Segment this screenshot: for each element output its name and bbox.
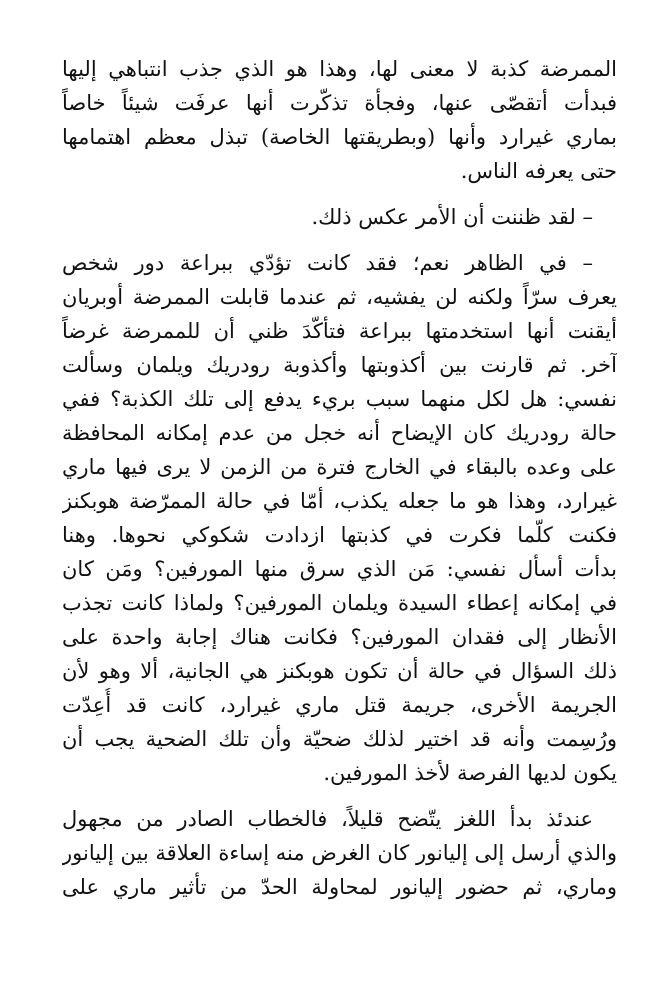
text-line: حالة رودريك كان الإيضاح أنه خجل من عدم إمكانه المحافظة — [62, 421, 617, 445]
text-line: أيقنت أنها استخدمتها ببراعة فتأكّدَ ظني أن للممرضة غرضاً — [62, 319, 617, 343]
paragraph-2 — [62, 200, 617, 234]
text-line: والذي أرسل إلى إليانور كان الغرض منه إساءة العلاقة بين إليانور — [62, 841, 617, 865]
text-line: ذلك السؤال في حالة أن تكون هوبكنز هي الجانية، ألا وهو لأن — [62, 659, 617, 683]
text-line: ورُسِمت وأنه قد اختير لذلك ضحيّة وأن تلك الضحية يجب أن — [62, 727, 617, 751]
text-line: يعرف سرّاً ولكنه لن يفشيه، ثم عندما قابلت الممرضة أوبريان — [62, 285, 617, 309]
text-line: في إمكانه إعطاء السيدة ويلمان المورفين؟ ولماذا كانت تجذب — [62, 591, 617, 615]
text-line: يكون لديها الفرصة لأخذ المورفين. — [323, 761, 617, 785]
text-line: بدأت أسأل نفسي: مَن الذي سرق منها المورفين؟ ومَن كان — [62, 557, 617, 581]
paragraph-3 — [62, 246, 617, 790]
text-line: فكنت كلّما فكرت في كذبتها ازدادت شكوكي نحوها. وهنا — [62, 523, 617, 547]
text-line: فبدأت أتقصّى عنها، وفجأة تذكّرت أنها عرفَت شيئاً خاصاً — [62, 91, 617, 115]
text-line: غيرارد، وهذا هو ما جعله يكذب، أمّا في حالة الممرّضة هوبكنز — [62, 489, 617, 513]
text-line: الجريمة الأخرى، جريمة قتل ماري غيرارد، كانت قد أُعِدّت — [62, 693, 617, 717]
text-line: – لقد ظننت أن الأمر عكس ذلك. — [311, 205, 593, 229]
text-line: – في الظاهر نعم؛ فقد كانت تؤدّي ببراعة دور شخص — [62, 251, 593, 275]
text-line: عندئذ بدأ اللغز يتّضح قليلاً، فالخطاب الصادر من مجهول — [62, 807, 593, 831]
text-line: حتى يعرفه الناس. — [460, 159, 617, 183]
text-line: الأنظار إلى فقدان المورفين؟ فكانت هناك إجابة واحدة على — [62, 625, 617, 649]
paragraph-1 — [62, 52, 617, 188]
text-line: الممرضة كذبة لا معنى لها، وهذا هو الذي جذب انتباهي إليها — [62, 57, 617, 81]
book-page — [62, 52, 617, 904]
text-line: بماري غيرارد وأنها (وبطريقتها الخاصة) تبذل معظم اهتمامها — [62, 125, 617, 149]
text-line: آخر. ثم قارنت بين أكذوبتها وأكذوبة رودريك ويلمان وسألت — [62, 353, 617, 377]
paragraph-4 — [62, 802, 617, 904]
text-line: على وعده بالبقاء في الخارج فترة من الزمن لا يرى فيها ماري — [62, 455, 617, 479]
text-line: نفسي: هل لكل منهما سبب بريء يدفع إلى تلك الكذبة؟ ففي — [62, 387, 617, 411]
text-line: وماري، ثم حضور إليانور لمحاولة الحدّ من تأثير ماري على — [62, 875, 617, 899]
